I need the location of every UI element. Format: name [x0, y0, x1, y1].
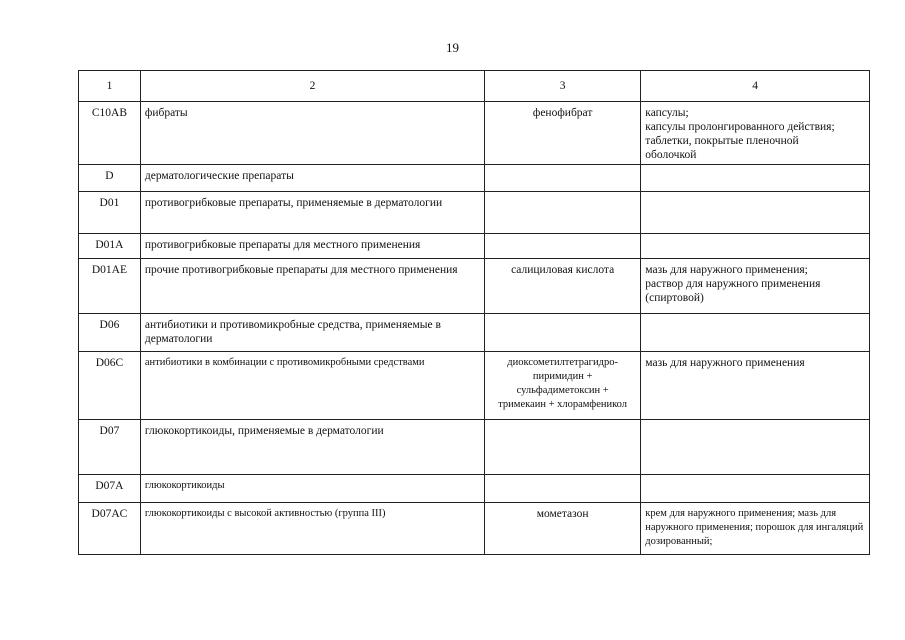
- substance-cell: мометазон: [484, 503, 640, 555]
- header-cell-4: 4: [641, 71, 870, 102]
- atc-code-cell: D07AC: [79, 503, 141, 555]
- atc-code-cell: C10AB: [79, 102, 141, 165]
- dosage-form-cell: [641, 165, 870, 192]
- table-row: [79, 352, 870, 420]
- table-row: [79, 165, 870, 192]
- table-row: [79, 259, 870, 314]
- table-row: [79, 192, 870, 234]
- substance-cell: диоксометилтетрагидро- пиримидин + сульфадиметоксин + тримекаин + хлорамфеникол: [484, 352, 640, 420]
- atc-code-cell: D01: [79, 192, 141, 234]
- atc-code-cell: D07: [79, 420, 141, 475]
- atc-code-cell: D06: [79, 314, 141, 352]
- substance-cell: салициловая кислота: [484, 259, 640, 314]
- header-cell-1: 1: [79, 71, 141, 102]
- dosage-form-cell: [641, 234, 870, 259]
- group-name-cell: глюкокортикоиды, применяемые в дерматологии: [140, 420, 484, 475]
- group-name-cell: антибиотики в комбинации с противомикробными средствами: [140, 352, 484, 420]
- atc-code-cell: D06C: [79, 352, 141, 420]
- group-name-cell: антибиотики и противомикробные средства, применяемые в дерматологии: [140, 314, 484, 352]
- substance-cell: фенофибрат: [484, 102, 640, 165]
- atc-code-cell: D: [79, 165, 141, 192]
- dosage-form-cell: [641, 420, 870, 475]
- table-row: [79, 503, 870, 555]
- header-cell-2: 2: [140, 71, 484, 102]
- atc-code-cell: D01AE: [79, 259, 141, 314]
- substance-cell: [484, 475, 640, 503]
- group-name-cell: дерматологические препараты: [140, 165, 484, 192]
- header-cell-3: 3: [484, 71, 640, 102]
- dosage-form-cell: крем для наружного применения; мазь для наружного применения; порошок для ингаляций дозированный;: [641, 503, 870, 555]
- table-row: [79, 234, 870, 259]
- substance-cell: [484, 234, 640, 259]
- substance-cell: [484, 192, 640, 234]
- dosage-form-cell: мазь для наружного применения: [641, 352, 870, 420]
- group-name-cell: глюкокортикоиды с высокой активностью (группа III): [140, 503, 484, 555]
- substance-cell: [484, 165, 640, 192]
- group-name-cell: противогрибковые препараты для местного применения: [140, 234, 484, 259]
- page-number: 19: [446, 40, 459, 55]
- table-row: [79, 102, 870, 165]
- table-row: [79, 475, 870, 503]
- group-name-cell: фибраты: [140, 102, 484, 165]
- table-row: [79, 314, 870, 352]
- dosage-form-cell: капсулы; капсулы пролонгированного действия; таблетки, покрытые пленочной оболочкой: [641, 102, 870, 165]
- table-header-row: [79, 71, 870, 102]
- group-name-cell: глюкокортикоиды: [140, 475, 484, 503]
- dosage-form-cell: [641, 475, 870, 503]
- group-name-cell: прочие противогрибковые препараты для местного применения: [140, 259, 484, 314]
- group-name-cell: противогрибковые препараты, применяемые в дерматологии: [140, 192, 484, 234]
- dosage-form-cell: [641, 192, 870, 234]
- substance-cell: [484, 314, 640, 352]
- dosage-form-cell: мазь для наружного применения; раствор для наружного применения (спиртовой): [641, 259, 870, 314]
- atc-code-cell: D01A: [79, 234, 141, 259]
- dosage-form-cell: [641, 314, 870, 352]
- substance-cell: [484, 420, 640, 475]
- drug-classification-table: [78, 70, 870, 555]
- table-row: [79, 420, 870, 475]
- atc-code-cell: D07A: [79, 475, 141, 503]
